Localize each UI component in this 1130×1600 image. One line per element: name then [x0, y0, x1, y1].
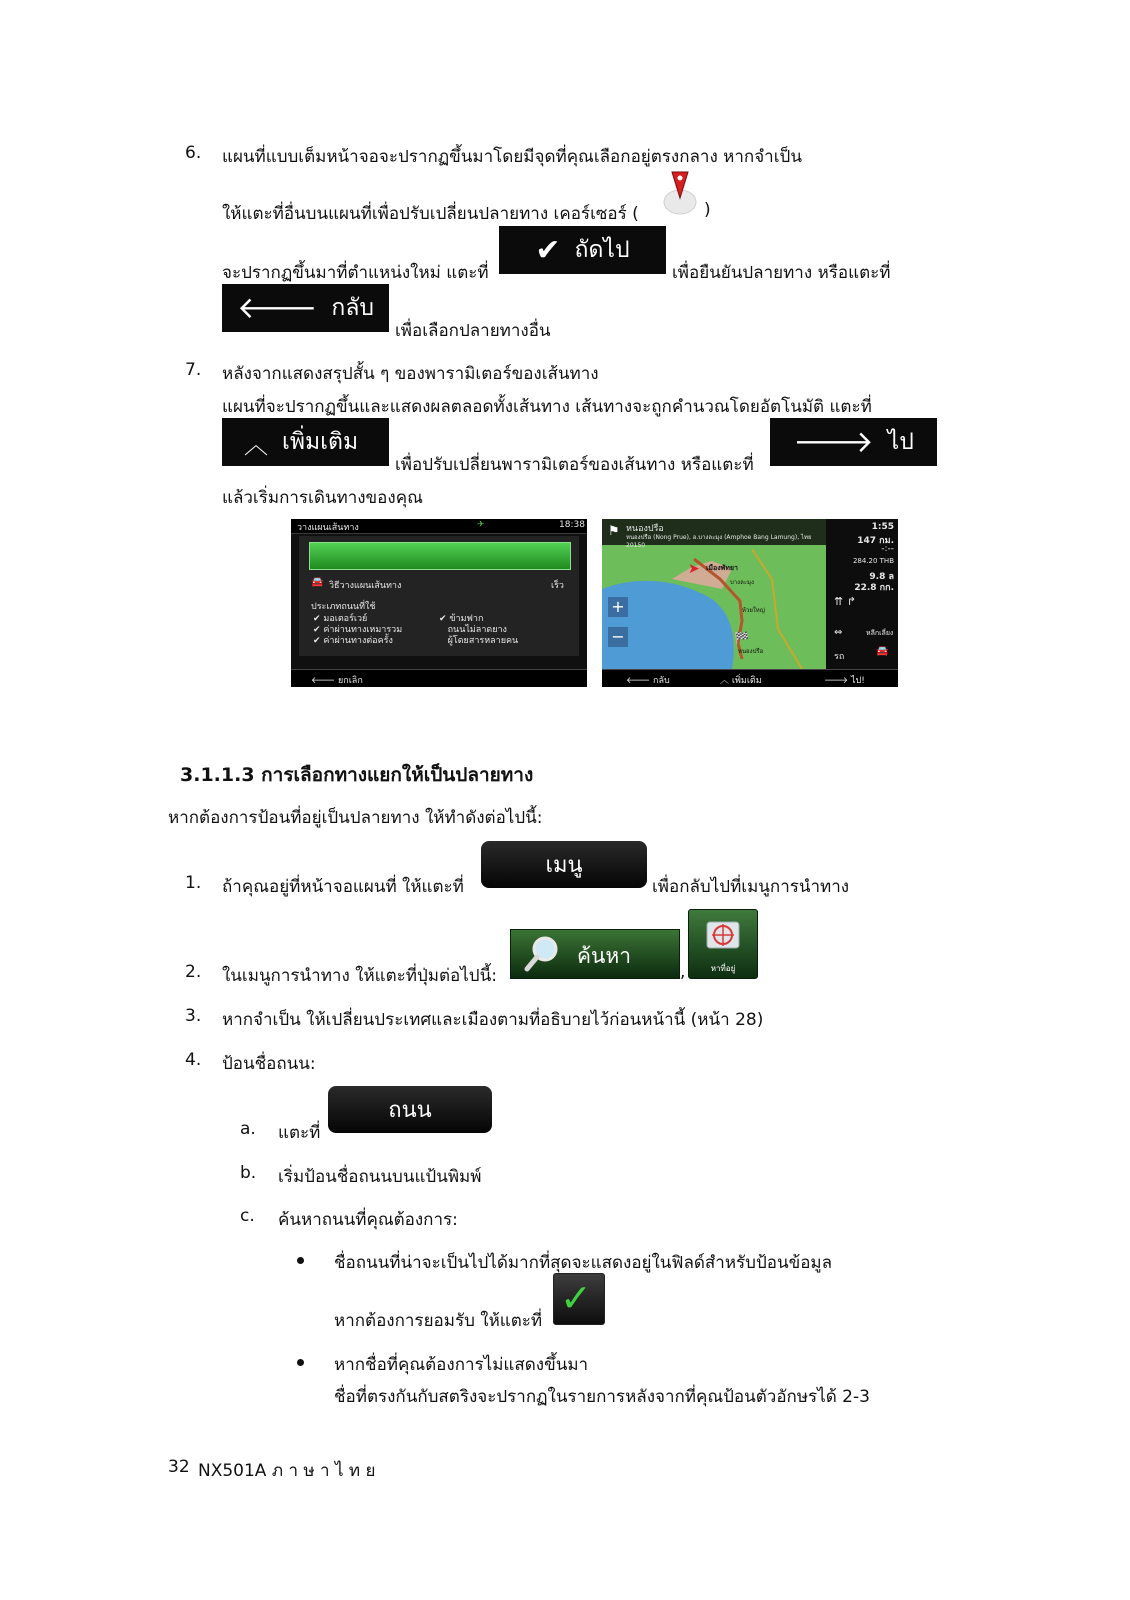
map-label: หนองปรือ — [738, 648, 764, 655]
checkered-flag-icon: 🏁 — [734, 631, 749, 645]
street-button-label: ถนน — [388, 1098, 432, 1123]
step-6-line-4: เพื่อเลือกปลายทางอื่น — [395, 321, 551, 341]
page-number: 32 — [168, 1457, 190, 1477]
section-title: 3.1.1.3 การเลือกทางแยกให้เป็นปลายทาง — [180, 764, 534, 786]
gps-icon: ✈ — [477, 520, 485, 530]
step-7-line-3: เพื่อปรับเปลี่ยนพารามิเตอร์ของเส้นทาง หรือแตะที่ — [395, 455, 754, 475]
step-6-line-3a: จะปรากฏขึ้นมาที่ตำแหน่งใหม่ แตะที่ — [222, 263, 489, 283]
go-button[interactable] — [770, 418, 937, 466]
step-4-number: 4. — [185, 1050, 202, 1070]
substep-c-text: ค้นหาถนนที่คุณต้องการ: — [278, 1210, 458, 1230]
destination-header — [602, 519, 826, 549]
product-name: NX501A ภ า ษ า ไ ท ย — [198, 1461, 376, 1481]
go-button-label: ไป — [887, 429, 914, 455]
step-6-line-3b: เพื่อยืนยันปลายทาง หรือแตะที่ — [672, 263, 891, 283]
search-button-label: ค้นหา — [577, 944, 632, 968]
more-button[interactable] — [222, 418, 389, 466]
step-7-number: 7. — [185, 360, 202, 380]
next-button[interactable] — [499, 226, 666, 274]
checkmark-icon: ✔ — [535, 232, 561, 268]
info-value: 147 กม. — [857, 536, 894, 546]
info-value: 9.8 ล — [869, 572, 894, 582]
map-go: 🡒 ไป! — [824, 676, 865, 686]
step-3-number: 3. — [185, 1006, 202, 1026]
step-6-line-1: แผนที่แบบเต็มหน้าจอจะปรากฏขึ้นมาโดยมีจุดที่คุณเลือกอยู่ตรงกลาง หากจำเป็น — [222, 147, 802, 167]
info-value: 1:55 — [871, 522, 894, 532]
destination-subtitle: หนองปรือ (Nong Prue), อ.บางละมุง (Amphoe Bang Lamung), ไทย 20150 — [626, 534, 812, 549]
map-more: ︿ เพิ่มเติม — [720, 676, 762, 686]
route-method-value: เร็ว — [551, 581, 564, 591]
position-arrow-icon: ➤ — [688, 561, 700, 577]
find-address-label: หาที่อยู่ — [710, 964, 736, 973]
step-2-number: 2. — [185, 962, 202, 982]
route-planning-screenshot — [291, 519, 587, 687]
step-7-line-2: แผนที่จะปรากฏขึ้นและแสดงผลตลอดทั้งเส้นทาง เส้นทางจะถูกคำนวณโดยอัตโนมัติ แตะที่ — [222, 397, 872, 417]
step-6-number: 6. — [185, 143, 202, 163]
menu-button-label: เมนู — [545, 853, 583, 878]
route-method-label: วิธีวางแผนเส้นทาง — [329, 581, 402, 591]
screenshot-bottom-bar — [291, 669, 587, 687]
substep-a-label: a. — [240, 1119, 256, 1139]
zoom-in-icon: + — [608, 597, 628, 617]
bullet-2-text-b: ชื่อที่ตรงกันกับสตริงจะปรากฏในรายการหลังจากที่คุณป้อนตัวอักษรได้ 2-3 — [334, 1387, 870, 1407]
screenshot-title: วางแผนเส้นทาง — [297, 523, 359, 533]
map-label: เมืองพัทยา — [706, 564, 738, 572]
section-intro: หากต้องการป้อนที่อยู่เป็นปลายทาง ให้ทำดังต่อไปนี้: — [168, 808, 543, 828]
cursor-close-paren: ) — [704, 200, 711, 220]
info-value: 284.20 THB — [852, 557, 894, 565]
car-icon: 🚘 — [876, 646, 889, 657]
map-bottom-bar — [602, 669, 898, 687]
road-sign-icon: ⇈ ↱ — [834, 595, 856, 608]
menu-button[interactable] — [481, 841, 647, 888]
car-icon: 🚘 — [311, 577, 324, 588]
substep-b-label: b. — [240, 1163, 257, 1183]
vehicle-label: รถ — [834, 652, 845, 662]
step-7-line-1: หลังจากแสดงสรุปสั้น ๆ ของพารามิเตอร์ของเส้นทาง — [222, 364, 599, 384]
arrow-left-icon: 🡐 — [236, 291, 318, 326]
cursor-icon — [660, 168, 700, 218]
street-button[interactable] — [328, 1086, 492, 1133]
map-label: ห้วยใหญ่ — [742, 607, 765, 614]
bullet-1-text-b: หากต้องการยอมรับ ให้แตะที่ — [334, 1311, 543, 1331]
road-option: ✔ มอเตอร์เวย์ ✔ ค่าผ่านทางเหมารวม ✔ ค่าผ่านทางต่อครั้ง — [313, 614, 403, 646]
more-button-label: เพิ่มเติม — [282, 429, 359, 455]
destination-title: หนองปรือ — [626, 524, 664, 534]
step-2-text: ในเมนูการนำทาง ให้แตะที่ปุ่มต่อไปนี้: — [222, 966, 497, 986]
info-value: -:-- — [881, 544, 894, 554]
map-back: 🡐 กลับ — [626, 676, 670, 686]
info-value: 22.8 กก. — [854, 583, 894, 593]
substep-b-text: เริ่มป้อนชื่อถนนบนแป้นพิมพ์ — [278, 1167, 482, 1187]
step-7-line-4: แล้วเริ่มการเดินทางของคุณ — [222, 488, 423, 508]
bullet-2-text-a: หากชื่อที่คุณต้องการไม่แสดงขึ้นมา — [334, 1355, 589, 1375]
arrow-right-icon: 🡒 — [793, 425, 874, 460]
step-3-text: หากจำเป็น ให้เปลี่ยนประเทศและเมืองตามที่อธิบายไว้ก่อนหน้านี้ (หน้า 28) — [222, 1010, 764, 1030]
substep-a-text: แตะที่ — [278, 1123, 321, 1143]
zoom-out-icon: − — [608, 627, 628, 647]
step-1-text-b: เพื่อกลับไปที่เมนูการนำทาง — [652, 877, 850, 897]
search-button[interactable] — [510, 929, 680, 979]
step-1-number: 1. — [185, 873, 202, 893]
flag-icon: ⚑ — [608, 524, 620, 539]
step-6-line-2: ให้แตะที่อื่นบนแผนที่เพื่อปรับเปลี่ยนปลายทาง เคอร์เซอร์ ( — [222, 204, 639, 224]
back-button[interactable] — [222, 284, 389, 332]
screenshot-cancel: 🡐 ยกเลิก — [311, 676, 363, 686]
map-view — [602, 519, 826, 669]
address-compass-icon — [703, 916, 743, 956]
route-info-panel — [826, 519, 898, 669]
checkmark-icon: ✓ — [560, 1276, 592, 1320]
substep-c-label: c. — [240, 1206, 255, 1226]
avoid-icon: ⇔ — [834, 627, 843, 638]
bullet-1-text-a: ชื่อถนนที่น่าจะเป็นไปได้มากที่สุดจะแสดงอยู่ในฟิลด์สำหรับป้อนข้อมูล — [334, 1253, 833, 1273]
find-address-button[interactable] — [688, 909, 758, 979]
screenshot-title-bar — [291, 519, 587, 534]
accept-button[interactable] — [553, 1273, 605, 1325]
avoid-label: หลีกเลี่ยง — [866, 629, 894, 637]
route-panel — [299, 536, 579, 656]
step-1-text-a: ถ้าคุณอยู่ที่หน้าจอแผนที่ ให้แตะที่ — [222, 877, 464, 897]
route-map-screenshot — [602, 519, 898, 687]
road-types-label: ประเภทถนนที่ใช้ — [311, 602, 376, 612]
progress-bar — [309, 542, 571, 570]
screenshot-time: 18:38 — [559, 520, 585, 530]
step-4-text: ป้อนชื่อถนน: — [222, 1054, 316, 1074]
back-button-label: กลับ — [331, 295, 375, 321]
road-option: ✔ ข้ามฟาก ถนนไม่ลาดยาง ผู้โดยสารหลายคน — [439, 614, 519, 646]
map-label: บางละมุง — [730, 579, 754, 586]
bullet-marker — [297, 1257, 304, 1264]
magnifier-icon — [523, 934, 563, 974]
step-2-comma: , — [680, 962, 686, 982]
bullet-marker — [297, 1359, 304, 1366]
chevron-up-icon: ︿ — [244, 430, 268, 459]
next-button-label: ถัดไป — [574, 237, 630, 263]
